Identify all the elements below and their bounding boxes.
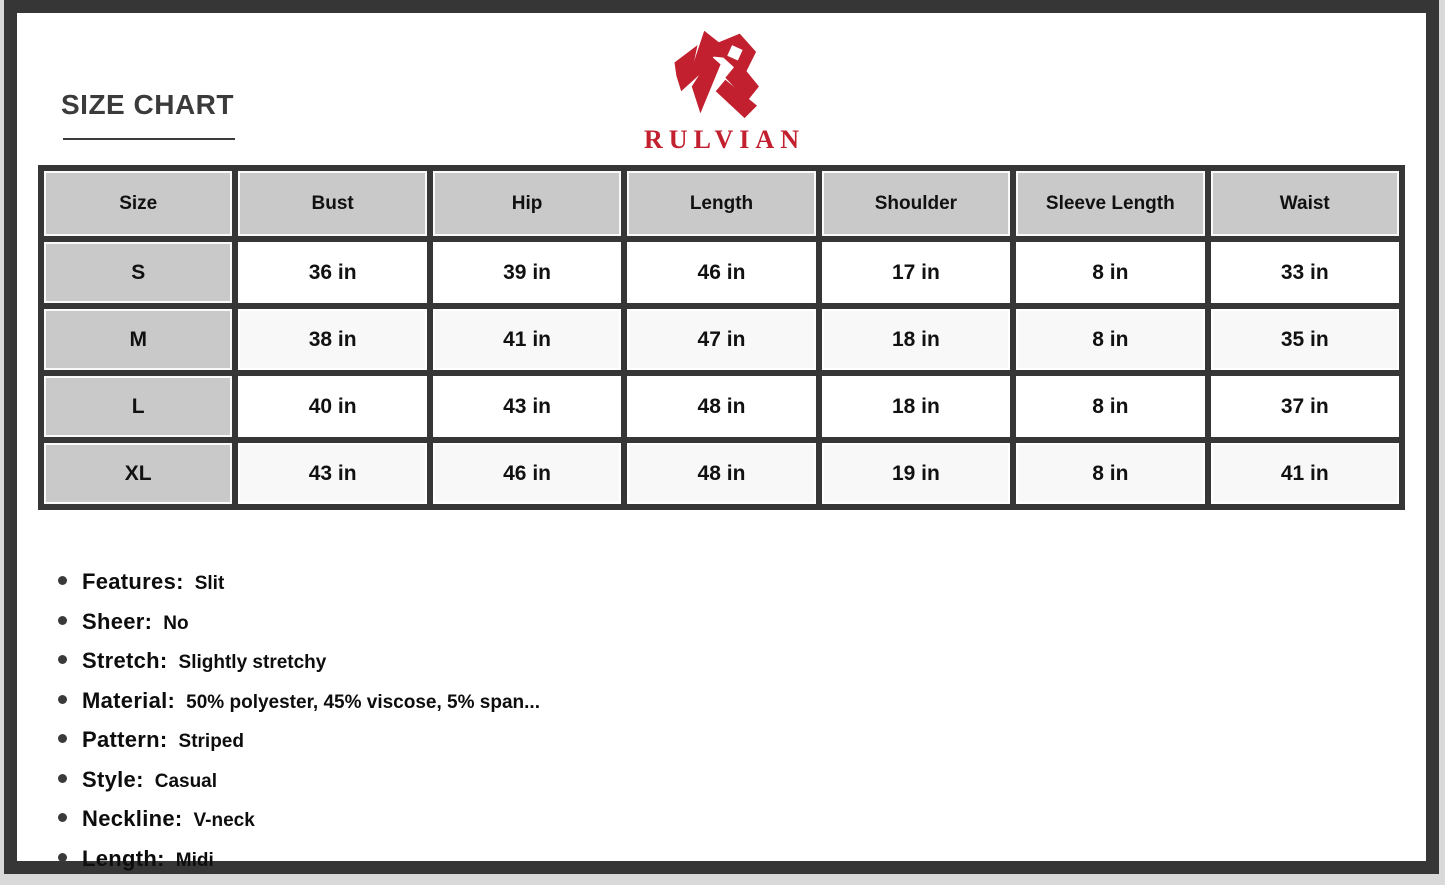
column-header-waist: Waist: [1208, 168, 1402, 239]
details-list: [58, 569, 540, 885]
detail-label: Material:: [82, 687, 176, 713]
table-row-m: [41, 306, 1402, 373]
detail-item-neckline: [58, 806, 540, 832]
measurement-cell: 48 in: [624, 373, 818, 440]
page-title: SIZE CHART: [61, 89, 234, 120]
detail-value: V-neck: [193, 810, 255, 831]
measurement-cell: 41 in: [430, 306, 624, 373]
measurement-cell: 19 in: [819, 440, 1013, 507]
measurement-cell: 46 in: [624, 239, 818, 306]
size-cell: XL: [41, 440, 235, 507]
brand-block: [638, 25, 805, 155]
size-cell: L: [41, 373, 235, 440]
detail-value: Slit: [194, 573, 225, 594]
measurement-cell: 37 in: [1208, 373, 1402, 440]
measurement-cell: 18 in: [819, 373, 1013, 440]
column-header-sleeve-length: Sleeve Length: [1013, 168, 1207, 239]
bullet-icon: [58, 734, 67, 743]
detail-value: No: [163, 612, 189, 634]
bullet-icon: [58, 576, 67, 585]
column-header-shoulder: Shoulder: [819, 168, 1013, 239]
measurement-cell: 18 in: [819, 306, 1013, 373]
detail-label: Features:: [82, 569, 184, 594]
table-row-xl: [41, 440, 1402, 507]
measurement-cell: 17 in: [819, 239, 1013, 306]
size-cell: M: [41, 306, 235, 373]
brand-logo-icon: [638, 25, 805, 121]
measurement-cell: 35 in: [1208, 306, 1402, 373]
column-header-length: Length: [624, 168, 818, 239]
detail-item-length: [58, 846, 540, 872]
measurement-cell: 8 in: [1013, 440, 1207, 507]
detail-label: Sheer:: [82, 608, 153, 634]
detail-item-material: [58, 688, 540, 714]
bullet-icon: [58, 853, 67, 862]
measurement-cell: 33 in: [1208, 239, 1402, 306]
measurement-cell: 38 in: [235, 306, 429, 373]
detail-label: Pattern:: [82, 727, 168, 752]
detail-item-style: [58, 767, 540, 793]
column-header-hip: Hip: [430, 168, 624, 239]
measurement-cell: 47 in: [624, 306, 818, 373]
measurement-cell: 8 in: [1013, 239, 1207, 306]
table-row-s: [41, 239, 1402, 306]
page-frame: [4, 0, 1439, 874]
detail-value: Striped: [178, 731, 244, 752]
bullet-icon: [58, 655, 67, 664]
size-cell: S: [41, 239, 235, 306]
detail-label: Neckline:: [82, 806, 183, 831]
bullet-icon: [58, 695, 67, 704]
detail-value: Slightly stretchy: [178, 652, 327, 673]
detail-label: Length:: [82, 845, 165, 871]
measurement-cell: 43 in: [430, 373, 624, 440]
column-header-size: Size: [41, 168, 235, 239]
measurement-cell: 48 in: [624, 440, 818, 507]
size-chart-table: [38, 165, 1405, 510]
detail-value: Midi: [175, 849, 214, 871]
table-row-l: [41, 373, 1402, 440]
detail-value: 50% polyester, 45% viscose, 5% span...: [186, 691, 540, 713]
title-underline: [63, 138, 235, 140]
measurement-cell: 39 in: [430, 239, 624, 306]
detail-value: Casual: [154, 770, 218, 792]
brand-name: RULVIAN: [644, 125, 805, 154]
header-row: [41, 168, 1402, 239]
measurement-cell: 46 in: [430, 440, 624, 507]
measurement-cell: 43 in: [235, 440, 429, 507]
bullet-icon: [58, 813, 67, 822]
measurement-cell: 36 in: [235, 239, 429, 306]
detail-item-pattern: [58, 727, 540, 753]
measurement-cell: 8 in: [1013, 373, 1207, 440]
detail-label: Style:: [82, 766, 144, 792]
measurement-cell: 40 in: [235, 373, 429, 440]
column-header-bust: Bust: [235, 168, 429, 239]
detail-item-sheer: [58, 609, 540, 635]
bullet-icon: [58, 774, 67, 783]
detail-item-stretch: [58, 648, 540, 674]
bullet-icon: [58, 616, 67, 625]
detail-item-features: [58, 569, 540, 595]
title-block: [61, 89, 235, 140]
detail-label: Stretch:: [82, 648, 168, 673]
measurement-cell: 8 in: [1013, 306, 1207, 373]
measurement-cell: 41 in: [1208, 440, 1402, 507]
